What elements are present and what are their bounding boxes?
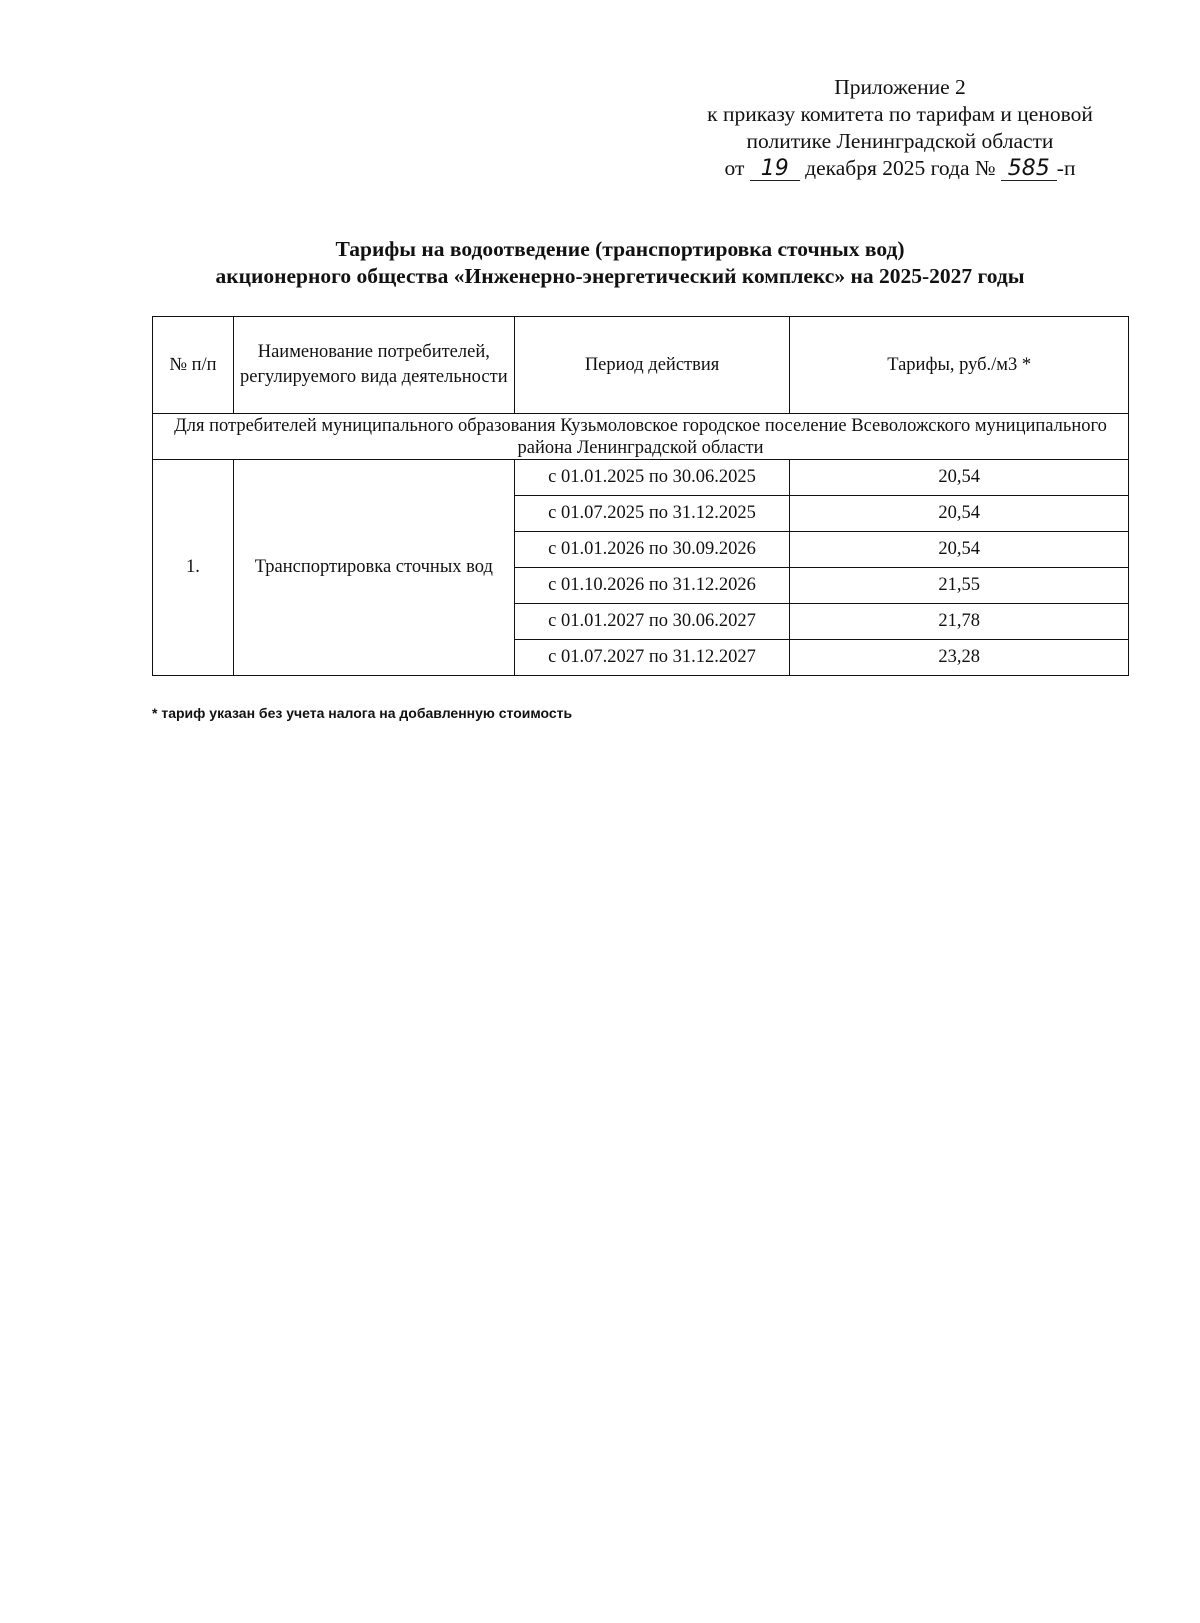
handwritten-date-day: 19 <box>750 158 800 181</box>
period-cell: с 01.07.2027 по 31.12.2027 <box>514 640 790 676</box>
period-cell: с 01.10.2026 по 31.12.2026 <box>514 568 790 604</box>
group-row <box>153 414 1129 460</box>
table-row <box>153 460 1129 496</box>
header-period: Период действия <box>514 317 790 414</box>
appendix-header <box>665 74 1135 182</box>
tariff-cell: 21,78 <box>790 604 1129 640</box>
handwritten-order-number: 585 <box>1001 158 1057 181</box>
document-title <box>150 236 1090 290</box>
header-tariff: Тарифы, руб./м3 * <box>790 317 1129 414</box>
tariff-cell: 20,54 <box>790 496 1129 532</box>
tariffs-table <box>152 316 1129 676</box>
group-label: Для потребителей муниципального образования Кузьмоловское городское поселение Всеволожского муниципального района Ленинградской области <box>153 414 1129 460</box>
item-name: Транспортировка сточных вод <box>233 460 514 676</box>
appendix-title: Приложение 2 <box>834 75 966 99</box>
footnote: * тариф указан без учета налога на добавленную стоимость <box>152 705 573 721</box>
tariff-cell: 20,54 <box>790 460 1129 496</box>
appendix-committee-line: политике Ленинградской области <box>746 129 1054 153</box>
tariff-cell: 21,55 <box>790 568 1129 604</box>
period-cell: с 01.01.2027 по 30.06.2027 <box>514 604 790 640</box>
document-title-line1: Тарифы на водоотведение (транспортировка сточных вод) <box>335 237 905 261</box>
date-middle: декабря 2025 года № <box>805 156 996 180</box>
period-cell: с 01.01.2025 по 30.06.2025 <box>514 460 790 496</box>
appendix-order-line: к приказу комитета по тарифам и ценовой <box>707 102 1093 126</box>
appendix-date-line <box>665 155 1135 182</box>
tariff-cell: 20,54 <box>790 532 1129 568</box>
order-suffix: -п <box>1056 156 1076 180</box>
period-cell: с 01.07.2025 по 31.12.2025 <box>514 496 790 532</box>
document-title-line2: акционерного общества «Инженерно-энергетический комплекс» на 2025-2027 годы <box>215 264 1025 288</box>
table-header-row <box>153 317 1129 414</box>
header-num: № п/п <box>153 317 234 414</box>
period-cell: с 01.01.2026 по 30.09.2026 <box>514 532 790 568</box>
tariff-cell: 23,28 <box>790 640 1129 676</box>
date-prefix: от <box>724 156 745 180</box>
header-name: Наименование потребителей, регулируемого вида деятельности <box>233 317 514 414</box>
item-number: 1. <box>153 460 234 676</box>
